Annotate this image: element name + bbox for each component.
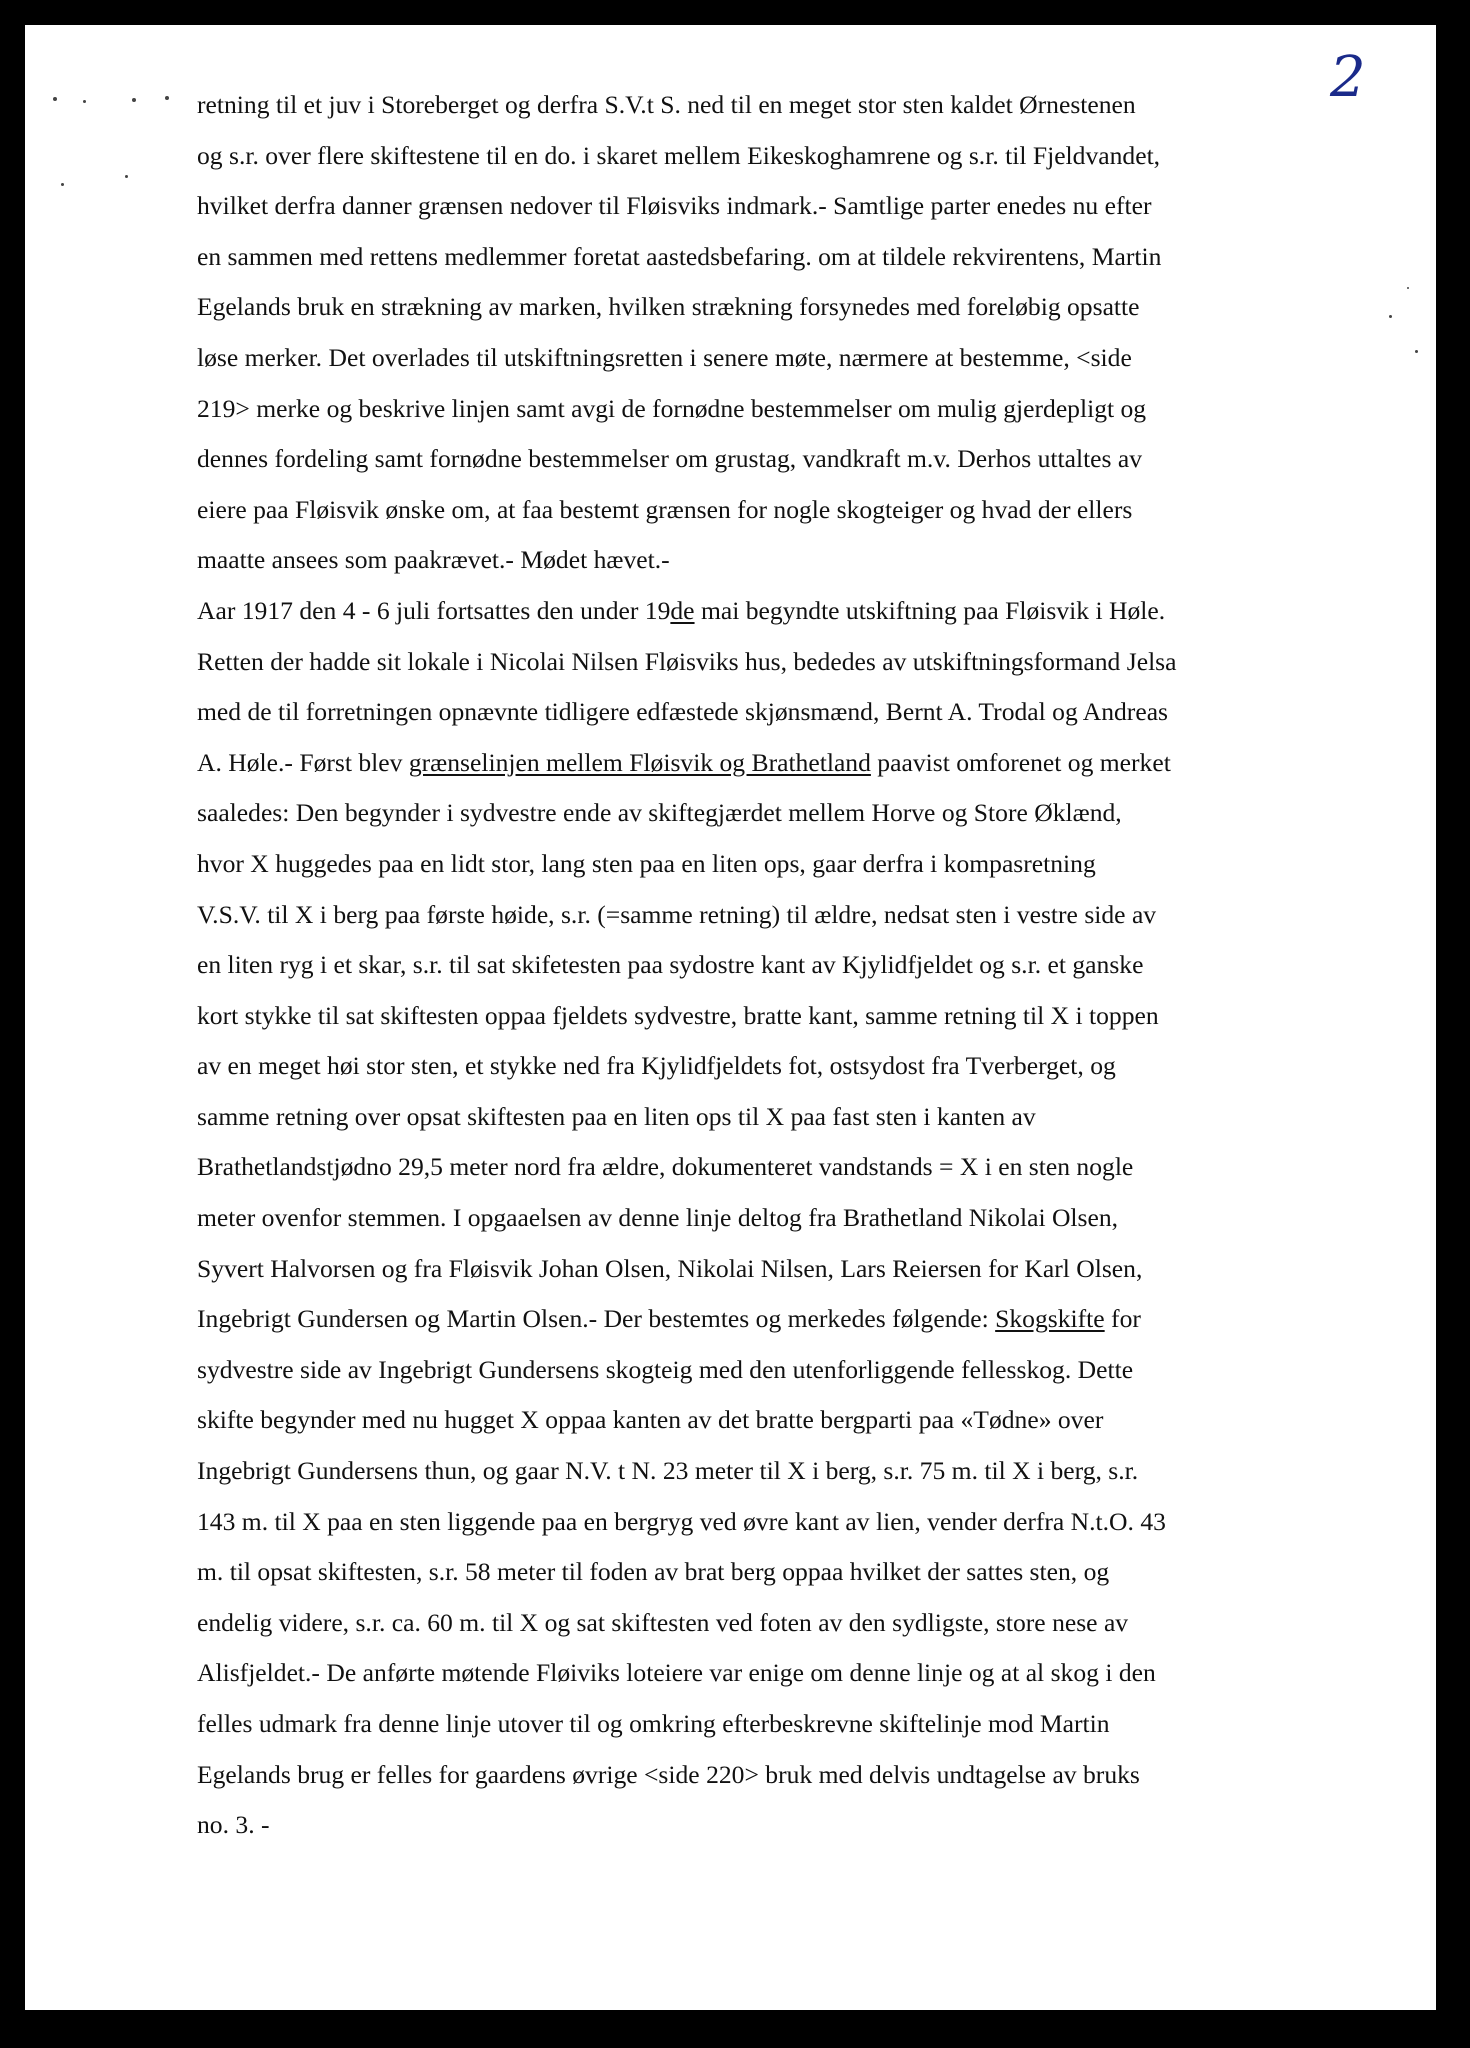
text-line: maatte ansees som paakrævet.- Mødet hævet.- [197, 545, 670, 575]
text-line: Egelands brug er felles for gaardens øvrige <side 220> bruk med delvis undtagelse av bruks [197, 1759, 1140, 1789]
text-line [197, 1294, 1317, 1345]
text-line: no. 3. - [197, 1810, 270, 1840]
text-line: eiere paa Fløisvik ønske om, at faa bestemt grænsen for nogle skogteiger og hvad der ellers [197, 494, 1133, 524]
text-line: en liten ryg i et skar, s.r. til sat skifetesten paa sydostre kant av Kjylidfjeldet og s.r. et ganske [197, 950, 1144, 980]
scan-speck [125, 175, 128, 178]
text-line: en sammen med rettens medlemmer foretat aastedsbefaring. om at tildele rekvirentens, Martin [197, 241, 1162, 271]
scan-speck [1407, 287, 1409, 289]
text-line: og s.r. over flere skiftestene til en do. i skaret mellem Eikeskoghamrene og s.r. til Fjeldvandet, [197, 140, 1161, 170]
scan-speck [53, 97, 57, 101]
scan-speck [1415, 350, 1418, 353]
text-line: Brathetlandstjødno 29,5 meter nord fra ældre, dokumenteret vandstands = X i en sten nogle [197, 1152, 1134, 1182]
text-segment: A. Høle.- Først blev [197, 747, 409, 777]
document-body [197, 80, 1317, 1851]
text-line: saaledes: Den begynder i sydvestre ende av skiftegjærdet mellem Horve og Store Øklænd, [197, 798, 1122, 828]
text-line: Egelands bruk en strækning av marken, hvilken strækning forsynedes med foreløbig opsatte [197, 292, 1140, 322]
text-line [197, 586, 1317, 637]
text-line: 219> merke og beskrive linjen samt avgi de fornødne bestemmelser om mulig gjerdepligt og [197, 393, 1147, 423]
underlined-text: Skogskifte [995, 1304, 1105, 1334]
text-segment: Ingebrigt Gundersen og Martin Olsen.- Der bestemtes og merkedes følgende: [197, 1304, 996, 1334]
scan-speck [61, 183, 64, 186]
text-line: Syvert Halvorsen og fra Fløisvik Johan Olsen, Nikolai Nilsen, Lars Reiersen for Karl Olsen, [197, 1253, 1143, 1283]
text-line: 143 m. til X paa en sten liggende paa en bergryg ved øvre kant av lien, vender derfra N.t.O. 43 [197, 1506, 1166, 1536]
text-line [197, 738, 1317, 789]
text-line: hvilket derfra danner grænsen nedover til Fløisviks indmark.- Samtlige parter enedes nu efter [197, 191, 1152, 221]
text-line: løse merker. Det overlades til utskiftningsretten i senere møte, nærmere at bestemme, <side [197, 342, 1132, 372]
text-line: av en meget høi stor sten, et stykke ned fra Kjylidfjeldets fot, ostsydost fra Tverberget, og [197, 1051, 1116, 1081]
scan-speck [83, 100, 86, 103]
text-line: hvor X huggedes paa en lidt stor, lang sten paa en liten ops, gaar derfra i kompasretning [197, 848, 1096, 878]
text-line: m. til opsat skiftesten, s.r. 58 meter til foden av brat berg oppaa hvilket der sattes sten, og [197, 1557, 1110, 1587]
scan-speck [132, 98, 136, 102]
document-page [25, 25, 1436, 2010]
text-segment: paavist omforenet og merket [870, 747, 1171, 777]
text-line: Retten der hadde sit lokale i Nicolai Nilsen Fløisviks hus, bededes av utskiftningsformand Jelsa [197, 646, 1177, 676]
text-segment: Aar 1917 den 4 - 6 juli fortsattes den under 19 [197, 595, 671, 625]
text-line: endelig videre, s.r. ca. 60 m. til X og sat skiftesten ved foten av den sydligste, store nese av [197, 1607, 1129, 1637]
text-line: felles udmark fra denne linje utover til og omkring efterbeskrevne skiftelinje mod Martin [197, 1709, 1110, 1738]
text-line: dennes fordeling samt fornødne bestemmelser om grustag, vandkraft m.v. Derhos uttaltes av [197, 444, 1143, 474]
text-line: kort stykke til sat skiftesten oppaa fjeldets sydvestre, bratte kant, samme retning til X i toppen [197, 1000, 1159, 1030]
text-line: Ingebrigt Gundersens thun, og gaar N.V. t N. 23 meter til X i berg, s.r. 75 m. til X i berg, s.r. [197, 1456, 1139, 1486]
underlined-text: de [670, 595, 695, 625]
text-segment: for [1104, 1304, 1141, 1334]
text-line: sydvestre side av Ingebrigt Gundersens skogteig med den utenforliggende fellesskog. Dette [197, 1354, 1134, 1384]
text-line: samme retning over opsat skiftesten paa en liten ops til X paa fast sten i kanten av [197, 1101, 1036, 1131]
text-line: skifte begynder med nu hugget X oppaa kanten av det bratte bergparti paa «Tødne» over [197, 1405, 1104, 1435]
text-line: V.S.V. til X i berg paa første høide, s.r. (=samme retning) til ældre, nedsat sten i vestre side av [197, 899, 1157, 929]
underlined-text: grænselinjen mellem Fløisvik og Brathetland [408, 747, 871, 777]
scan-speck [165, 96, 169, 100]
text-line: med de til forretningen opnævnte tidligere edfæstede skjønsmænd, Bernt A. Trodal og Andreas [197, 697, 1169, 727]
text-line: Alisfjeldet.- De anførte møtende Fløiviks loteiere var enige om denne linje og at al skog i den [197, 1658, 1156, 1688]
text-line: meter ovenfor stemmen. I opgaaelsen av denne linje deltog fra Brathetland Nikolai Olsen, [197, 1203, 1119, 1233]
text-segment: mai begyndte utskiftning paa Fløisvik i Høle. [694, 595, 1166, 625]
scan-speck [1389, 315, 1392, 318]
text-line: retning til et juv i Storeberget og derfra S.V.t S. ned til en meget stor sten kaldet Ørnestenen [197, 90, 1136, 119]
page-number: 2 [1330, 45, 1366, 110]
